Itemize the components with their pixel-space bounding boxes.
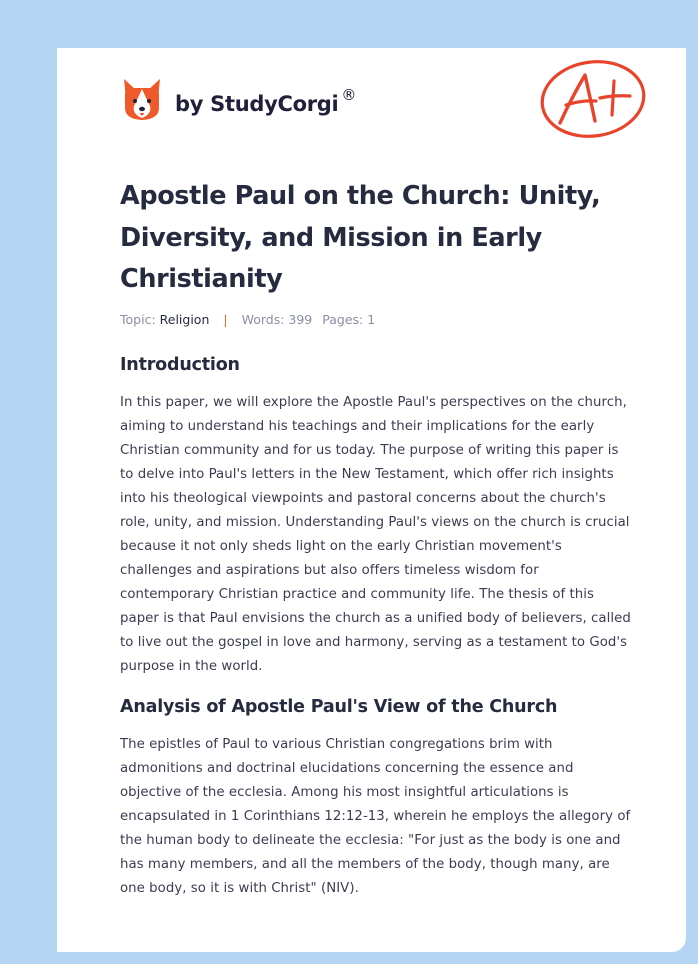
registered-mark: ® bbox=[341, 86, 357, 104]
document-title: Apostle Paul on the Church: Unity, Diversity, and Mission in Early Christianity bbox=[120, 181, 601, 294]
document-meta bbox=[120, 312, 632, 327]
header bbox=[57, 48, 686, 158]
brand-name[interactable]: by StudyCorgi ® bbox=[175, 86, 357, 116]
section-paragraph-introduction: In this paper, we will explore the Apostle Paul's perspectives on the church, aiming to understand his teachings and their implications for the early Christian community and for us today. The purpose of writing this paper is to delve into Paul's letters in the New Testament, which offer rich insights into his theological viewpoints and pastoral concerns about the church's role, unity, and mission. Understanding Paul's views on the church is crucial because it not only sheds light on the early Christian movement's challenges and aspirations but also offers timeless wisdom for contemporary Christian practice and community life. The thesis of this paper is that Paul envisions the church as a unified body of believers, called to live out the gospel in love and harmony, serving as a testament to God's purpose in the world. bbox=[120, 394, 631, 674]
section-heading-introduction: Introduction bbox=[120, 354, 240, 375]
topic-link[interactable]: Religion bbox=[159, 311, 210, 327]
document-page bbox=[57, 48, 686, 952]
meta-separator: | bbox=[223, 311, 228, 327]
section-paragraph-analysis: The epistles of Paul to various Christian congregations brim with admonitions and doctrinal elucidations concerning the essence and objective of the ecclesia. Among his most insightful articulations is encapsulated in 1 Corinthians 12:12-13, wherein he employs the allegory of the human body to delineate the ecclesia: "For just as the body is one and has many members, and all the members of the body, though many, are one body, so it is with Christ" (NIV). bbox=[120, 736, 631, 896]
page-count: Pages: 1 bbox=[322, 311, 376, 327]
word-count: Words: 399 bbox=[241, 311, 313, 327]
grade-a-plus-icon bbox=[538, 59, 648, 141]
document-body bbox=[120, 176, 632, 901]
section-heading-analysis: Analysis of Apostle Paul's View of the Church bbox=[120, 696, 558, 717]
corgi-logo-icon[interactable] bbox=[121, 76, 163, 122]
topic-label: Topic: bbox=[120, 311, 156, 327]
